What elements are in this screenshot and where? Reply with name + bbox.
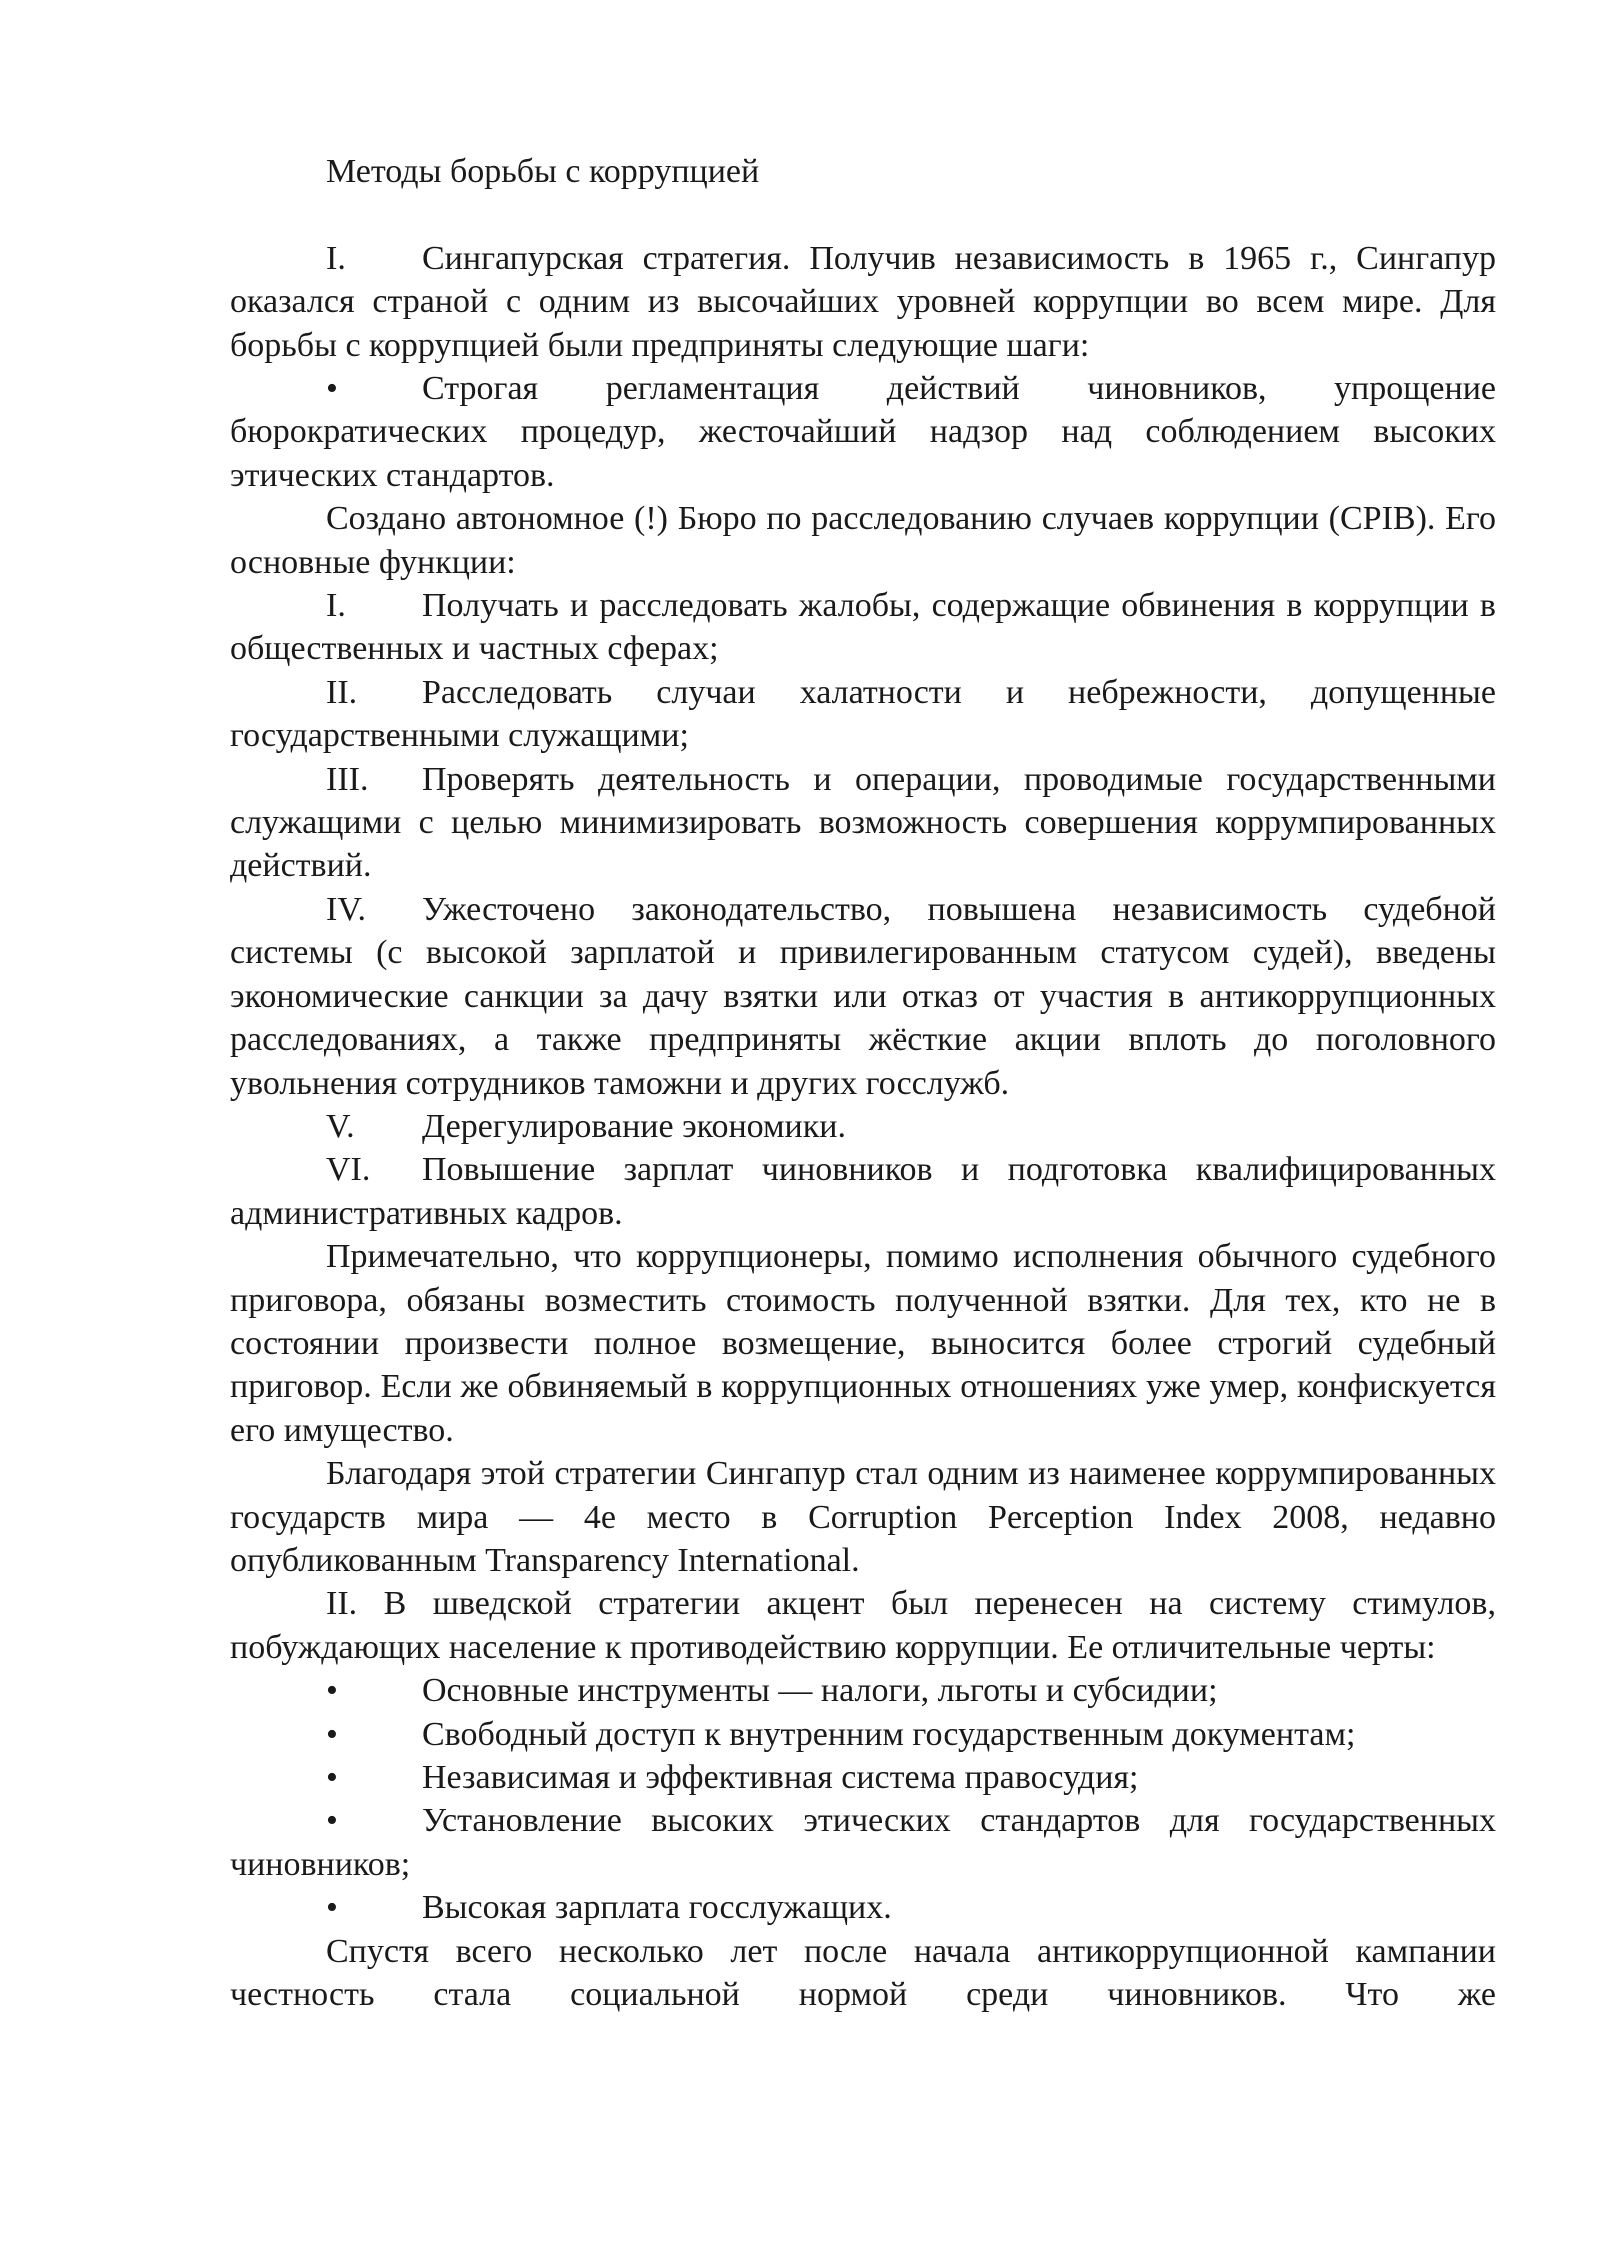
list-marker: • [326, 1715, 338, 1753]
list-marker: I. [326, 239, 346, 277]
paragraph: II. В шведской стратегии акцент был перенесен на систему стимулов, побуждающих население к противодействию коррупции. Ее отличительные черты: [230, 1585, 1496, 1666]
paragraph-text: Получать и расследовать жалобы, содержащие обвинения в коррупции в общественных и частных сферах; [230, 587, 1496, 668]
list-marker: • [326, 1802, 338, 1840]
list-item [230, 758, 1496, 888]
list-item [230, 1148, 1496, 1235]
paragraph: Создано автономное (!) Бюро по расследованию случаев коррупции (CPIB). Его основные функции: [230, 500, 1496, 581]
list-marker: • [326, 1889, 338, 1927]
paragraph: Спустя всего несколько лет после начала антикоррупционной кампании честность стала социальной нормой среди чиновников. Что же [230, 1932, 1496, 2014]
paragraph-text: Повышение зарплат чиновников и подготовка квалифицированных административных кадров. [230, 1151, 1496, 1232]
list-item [230, 367, 1496, 497]
list-marker: IV. [326, 890, 366, 928]
list-marker: VI. [326, 1151, 371, 1189]
list-marker: II. [326, 673, 358, 711]
paragraph-text: Основные инструменты — налоги, льготы и субсидии; [422, 1672, 1218, 1710]
list-item [230, 584, 1496, 671]
paragraph: Благодаря этой стратегии Сингапур стал одним из наименее коррумпированных государств мира — 4е место в Corruption Perception Index 2008, недавно опубликованным Transparency International. [230, 1455, 1496, 1579]
paragraph-text: Дерегулирование экономики. [422, 1107, 846, 1145]
list-item [230, 1799, 1496, 1886]
list-marker: • [326, 1672, 338, 1710]
list-item [230, 1669, 1496, 1712]
list-marker: • [326, 370, 338, 408]
list-item [230, 1886, 1496, 1929]
list-marker: I. [326, 587, 346, 625]
paragraph-text: Строгая регламентация действий чиновников, упрощение бюрократических процедур, жесточайший надзор над соблюдением высоких этических стандартов. [230, 370, 1496, 494]
list-item [230, 1105, 1496, 1148]
paragraph-text: Проверять деятельность и операции, проводимые государственными служащими с целью минимизировать возможность совершения коррумпированных действий. [230, 760, 1496, 885]
paragraph-text: Установление высоких этических стандартов для государственных чиновников; [230, 1802, 1496, 1883]
list-marker: V. [326, 1107, 355, 1145]
list-item [230, 1756, 1496, 1799]
list-item [230, 237, 1496, 367]
paragraph-text: Расследовать случаи халатности и небрежности, допущенные государственными служащими; [230, 673, 1496, 755]
paragraph-text: Независимая и эффективная система правосудия; [422, 1759, 1139, 1797]
list-item [230, 671, 1496, 758]
paragraph-text: Высокая зарплата госслужащих. [422, 1889, 892, 1927]
paragraph-text: Свободный доступ к внутренним государственным документам; [422, 1715, 1356, 1753]
list-item [230, 1713, 1496, 1756]
document-title: Методы борьбы с коррупцией [326, 153, 760, 190]
paragraph: Примечательно, что коррупционеры, помимо исполнения обычного судебного приговора, обязаны возместить стоимость полученной взятки. Для тех, кто не в состоянии произвести полное возмещение, выносится более строгий судебный приговор. Если же обвиняемый в коррупционных отношениях уже умер, конфискуется его имущество. [230, 1238, 1496, 1449]
paragraph-text: Ужесточено законодательство, повышена независимость судебной системы (с высокой зарплатой и привилегированным статусом судей), введены экономические санкции за дачу взятки или отказ от участия в антикоррупционных расследованиях, а также предприняты жёсткие акции вплоть до поголовного увольнения сотрудников таможни и других госслужб. [230, 890, 1496, 1102]
list-marker: • [326, 1759, 338, 1797]
list-marker: III. [326, 760, 369, 798]
paragraph-text: Сингапурская стратегия. Получив независимость в 1965 г., Сингапур оказался страной с одним из высочайших уровней коррупции во всем мире. Для борьбы с коррупцией были предприняты следующие шаги: [230, 239, 1496, 364]
list-item [230, 888, 1496, 1105]
document-page [230, 150, 1496, 2016]
